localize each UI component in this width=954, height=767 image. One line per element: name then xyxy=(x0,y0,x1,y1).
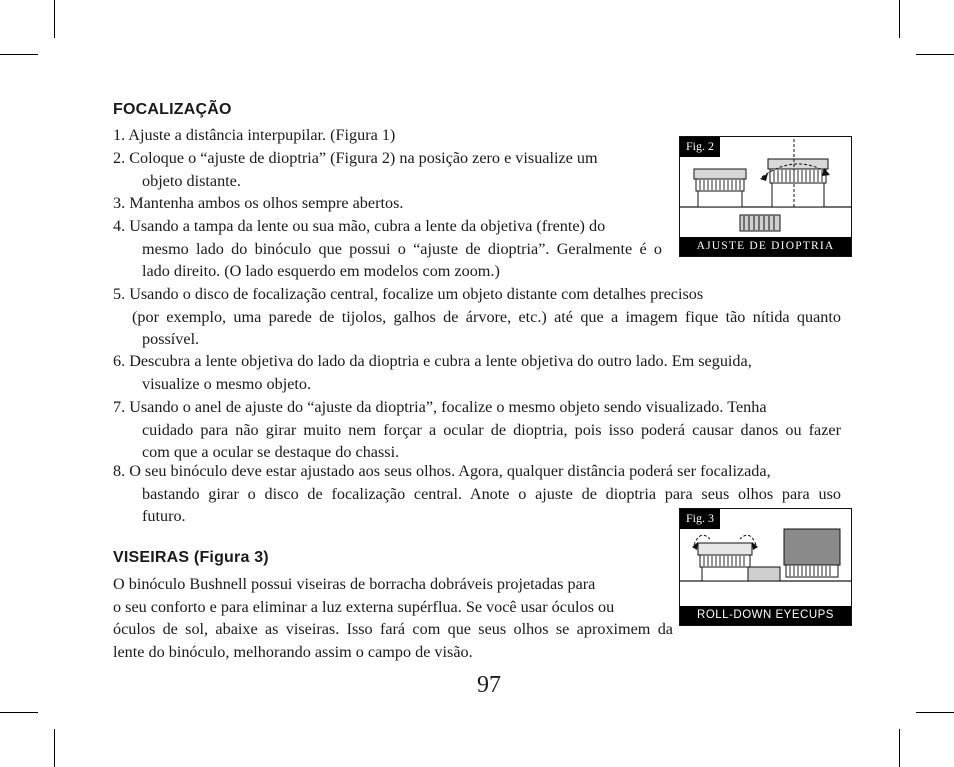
step-8: 8. O seu binóculo deve estar ajustado aos seus olhos. Agora, qualquer distância poderá ser focalizada, bastando girar o disco de focalização central. Anote o ajuste de dioptria para seus olhos para uso futuro. xyxy=(113,462,841,526)
section-title-focalizacao: FOCALIZAÇÃO xyxy=(113,101,232,118)
step-2: 2. Coloque o “ajuste de dioptria” (Figura 2) na posição zero e visualize um objeto distante. xyxy=(113,149,598,190)
figure-caption: AJUSTE DE DIOPTRIA xyxy=(680,237,851,256)
section-title-viseiras: VISEIRAS (Figura 3) xyxy=(113,549,269,566)
figure-tag: Fig. 3 xyxy=(680,509,720,529)
step-1: 1. Ajuste a distância interpupilar. (Figura 1) xyxy=(113,126,396,144)
page-number: 97 xyxy=(477,672,501,698)
crop-mark xyxy=(54,0,55,38)
figure-2 xyxy=(679,136,852,257)
viseiras-paragraph xyxy=(113,573,673,663)
crop-mark xyxy=(899,0,900,38)
step-3: 3. Mantenha ambos os olhos sempre abertos. xyxy=(113,194,404,212)
crop-mark xyxy=(0,54,38,55)
step-5: 5. Usando o disco de focalização central, focalize um objeto distante com detalhes precisos (por exemplo, uma parede de tijolos, galhos de árvore, etc.) até que a imagem fique tão nítida quanto possível. xyxy=(113,285,841,349)
step-6: 6. Descubra a lente objetiva do lado da dioptria e cubra a lente objetiva do outro lado. Em seguida, visualize o mesmo objeto. xyxy=(113,352,752,393)
paragraph-line: O binóculo Bushnell possui viseiras de borracha dobráveis projetadas para xyxy=(113,575,596,593)
crop-mark xyxy=(916,54,954,55)
figure-caption: ROLL-DOWN EYECUPS xyxy=(680,606,851,625)
step-4: 4. Usando a tampa da lente ou sua mão, cubra a lente da objetiva (frente) do mesmo lado do binóculo que possui o “ajuste de dioptria”. Geralmente é o lado direito. (O lado esquerdo em modelos com zoom.) xyxy=(113,217,662,281)
figure-3 xyxy=(679,508,852,626)
figure-tag: Fig. 2 xyxy=(680,137,720,157)
paragraph-line: o seu conforto e para eliminar a luz externa supérflua. Se você usar óculos ou xyxy=(113,597,615,616)
crop-mark xyxy=(916,712,954,713)
paragraph-line: lente do binóculo, melhorando assim o campo de visão. xyxy=(113,642,473,661)
crop-mark xyxy=(0,712,38,713)
step-7: 7. Usando o anel de ajuste do “ajuste da dioptria”, focalize o mesmo objeto sendo visualizado. Tenha cuidado para não girar muito nem forçar a ocular de dioptria, pois isso poderá causar danos ou fazer com que a ocular se destaque do chassi. xyxy=(113,398,841,462)
crop-mark xyxy=(899,729,900,767)
paragraph-line: óculos de sol, abaixe as viseiras. Isso fará com que seus olhos se aproximem da xyxy=(113,620,673,639)
crop-mark xyxy=(54,729,55,767)
